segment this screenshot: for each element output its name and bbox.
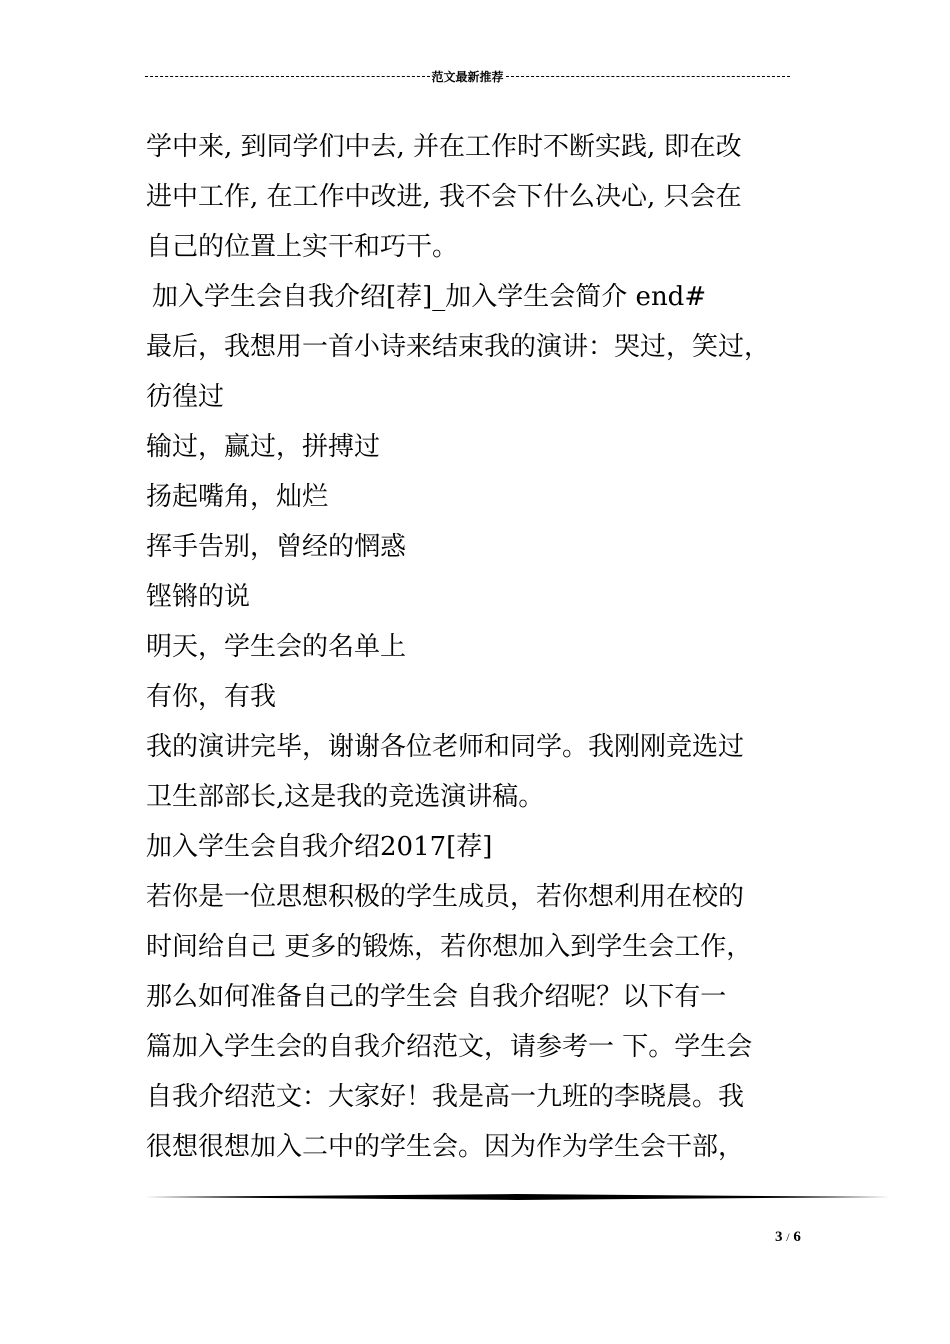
poem-line: 明天，学生会的名单上 [146, 632, 407, 662]
current-page: 3 [775, 1229, 783, 1245]
body-line: 自己的位置上实干和巧干。 [146, 232, 459, 262]
section-heading: 加入学生会自我介绍[荐]_加入学生会简介 end# [152, 282, 707, 312]
body-line: 篇加入学生会的自我介绍范文，请参考一 下。学生会 [146, 1032, 753, 1062]
poem-line: 挥手告别，曾经的惘惑 [146, 532, 407, 562]
body-line: 最后，我想用一首小诗来结束我的演讲：哭过，笑过， [146, 332, 771, 362]
body-line: 自我介绍范文：大家好！我是高一九班的李晓晨。我 [146, 1082, 745, 1112]
poem-line: 彷徨过 [146, 382, 225, 412]
poem-line: 输过，赢过，拼搏过 [146, 432, 381, 462]
document-body [146, 122, 811, 1172]
page-header [145, 66, 790, 86]
body-line: 很想很想加入二中的学生会。因为作为学生会干部， [146, 1132, 745, 1162]
body-line: 我的演讲完毕，谢谢各位老师和同学。我刚刚竞选过 [146, 732, 745, 762]
body-line: 进中工作, 在工作中改进, 我不会下什么决心, 只会在 [146, 182, 742, 212]
poem-line: 铿锵的说 [146, 582, 251, 612]
section-heading: 加入学生会自我介绍2017[荐] [146, 832, 493, 862]
page-separator: / [786, 1230, 790, 1244]
body-line: 那么如何准备自己的学生会 自我介绍呢？以下有一 [146, 982, 727, 1012]
body-line: 卫生部部长,这是我的竞选演讲稿。 [146, 782, 545, 812]
body-line: 学中来, 到同学们中去, 并在工作时不断实践, 即在改 [146, 132, 742, 162]
page-number [775, 1229, 801, 1246]
body-line: 若你是一位思想积极的学生成员，若你想利用在校的 [146, 882, 745, 912]
total-pages: 6 [793, 1229, 801, 1245]
poem-line: 扬起嘴角，灿烂 [146, 482, 329, 512]
header-dashed-rule-right [506, 76, 791, 77]
header-title: 范文最新推荐 [431, 69, 504, 84]
body-line: 时间给自己 更多的锻炼，若你想加入到学生会工作， [146, 932, 753, 962]
footer-rule [145, 1194, 890, 1200]
poem-line: 有你，有我 [146, 682, 277, 712]
header-dashed-rule-left [145, 76, 430, 77]
